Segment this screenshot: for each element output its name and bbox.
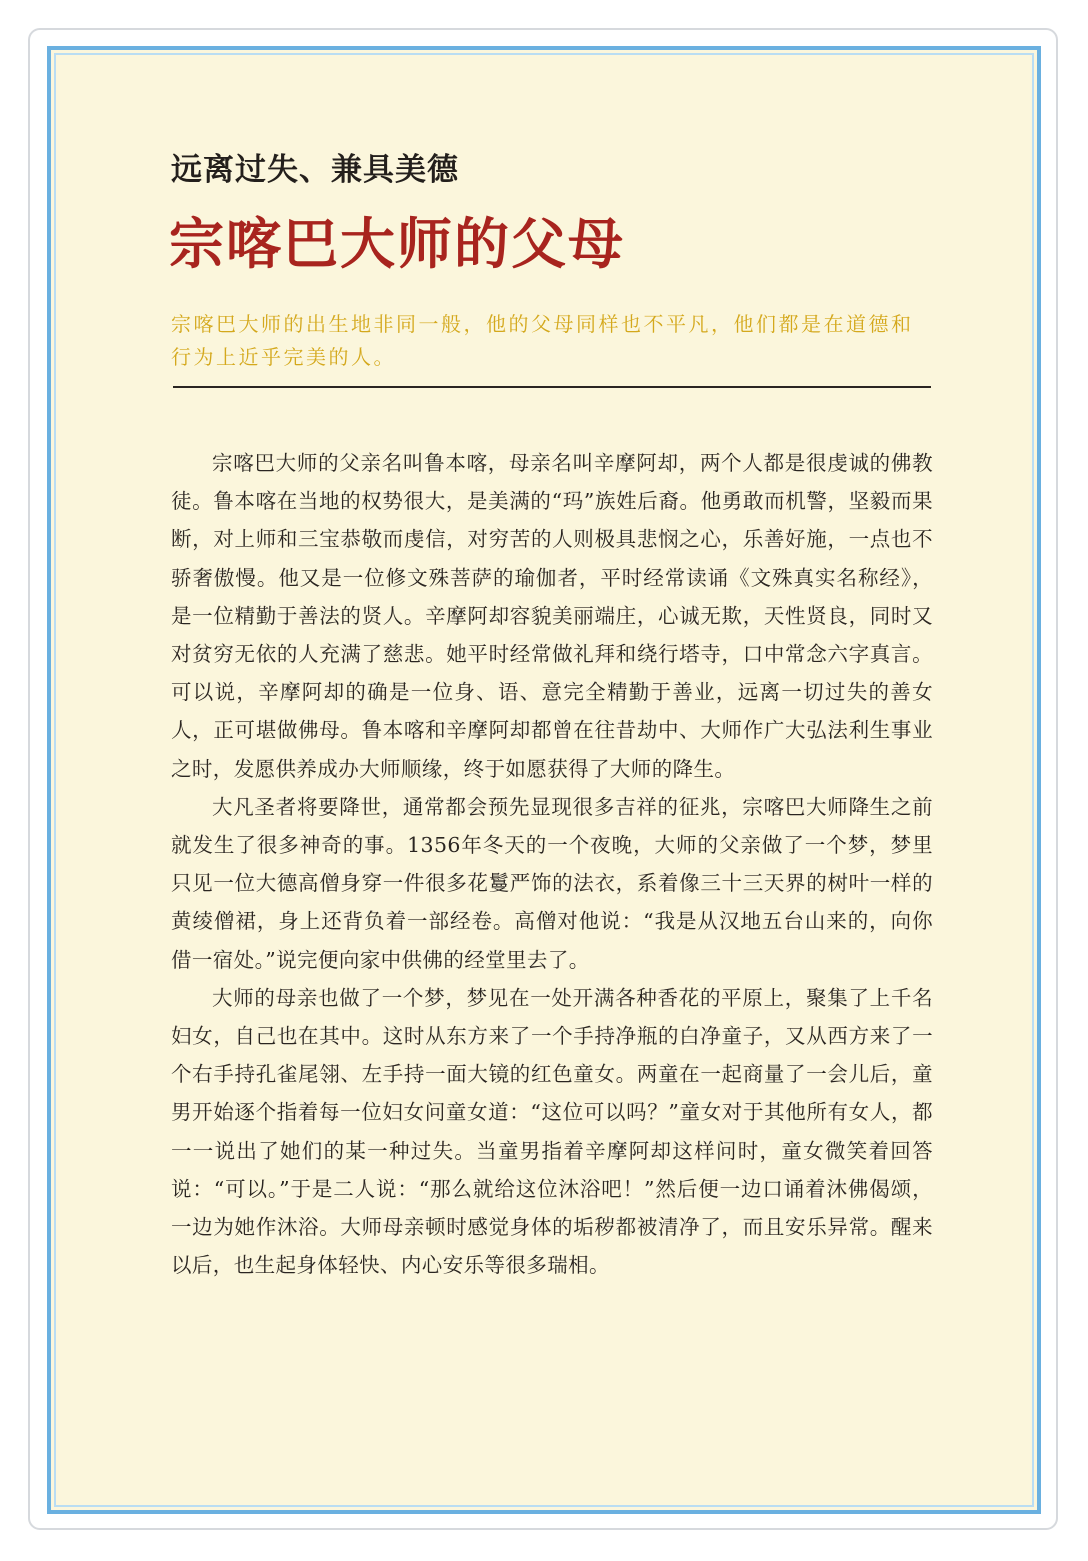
divider-rule [173, 386, 931, 388]
article-body [171, 444, 933, 1284]
book-page [47, 46, 1041, 1514]
section-subtitle: 远离过失、兼具美德 [171, 152, 459, 188]
body-paragraph: 大凡圣者将要降世，通常都会预先显现很多吉祥的征兆，宗喀巴大师降生之前就发生了很多神奇的事。1356年冬天的一个夜晚，大师的父亲做了一个梦，梦里只见一位大德高僧身穿一件很多花鬘严饰的法衣，系着像三十三天界的树叶一样的黄绫僧裙，身上还背负着一部经卷。高僧对他说：“我是从汉地五台山来的，向你借一宿处。”说完便向家中供佛的经堂里去了。 [171, 794, 933, 972]
page-title: 宗喀巴大师的父母 [169, 211, 626, 276]
body-paragraph: 宗喀巴大师的父亲名叫鲁本喀，母亲名叫辛摩阿却，两个人都是很虔诚的佛教徒。鲁本喀在当地的权势很大，是美满的“玛”族姓后裔。他勇敢而机警，坚毅而果断，对上师和三宝恭敬而虔信，对穷苦的人则极具悲悯之心，乐善好施，一点也不骄奢傲慢。他又是一位修文殊菩萨的瑜伽者，平时经常读诵《文殊真实名称经》，是一位精勤于善法的贤人。辛摩阿却容貌美丽端庄，心诚无欺，天性贤良，同时又对贫穷无依的人充满了慈悲。她平时经常做礼拜和绕行塔寺，口中常念六字真言。可以说，辛摩阿却的确是一位身、语、意完全精勤于善业，远离一切过失的善女人，正可堪做佛母。鲁本喀和辛摩阿却都曾在往昔劫中、大师作广大弘法利生事业之时，发愿供养成办大师顺缘，终于如愿获得了大师的降生。 [171, 451, 933, 781]
intro-summary: 宗喀巴大师的出生地非同一般，他的父母同样也不平凡，他们都是在道德和行为上近乎完美的人。 [171, 312, 914, 369]
body-paragraph: 大师的母亲也做了一个梦，梦见在一处开满各种香花的平原上，聚集了上千名妇女，自己也在其中。这时从东方来了一个手持净瓶的白净童子，又从西方来了一个右手持孔雀尾翎、左手持一面大镜的红色童女。两童在一起商量了一会儿后，童男开始逐个指着每一位妇女问童女道：“这位可以吗？”童女对于其他所有女人，都一一说出了她们的某一种过失。当童男指着辛摩阿却这样问时，童女微笑着回答说：“可以。”于是二人说：“那么就给这位沐浴吧！”然后便一边口诵着沐佛偈颂，一边为她作沐浴。大师母亲顿时感觉身体的垢秽都被清净了，而且安乐异常。醒来以后，也生起身体轻快、内心安乐等很多瑞相。 [171, 985, 933, 1278]
